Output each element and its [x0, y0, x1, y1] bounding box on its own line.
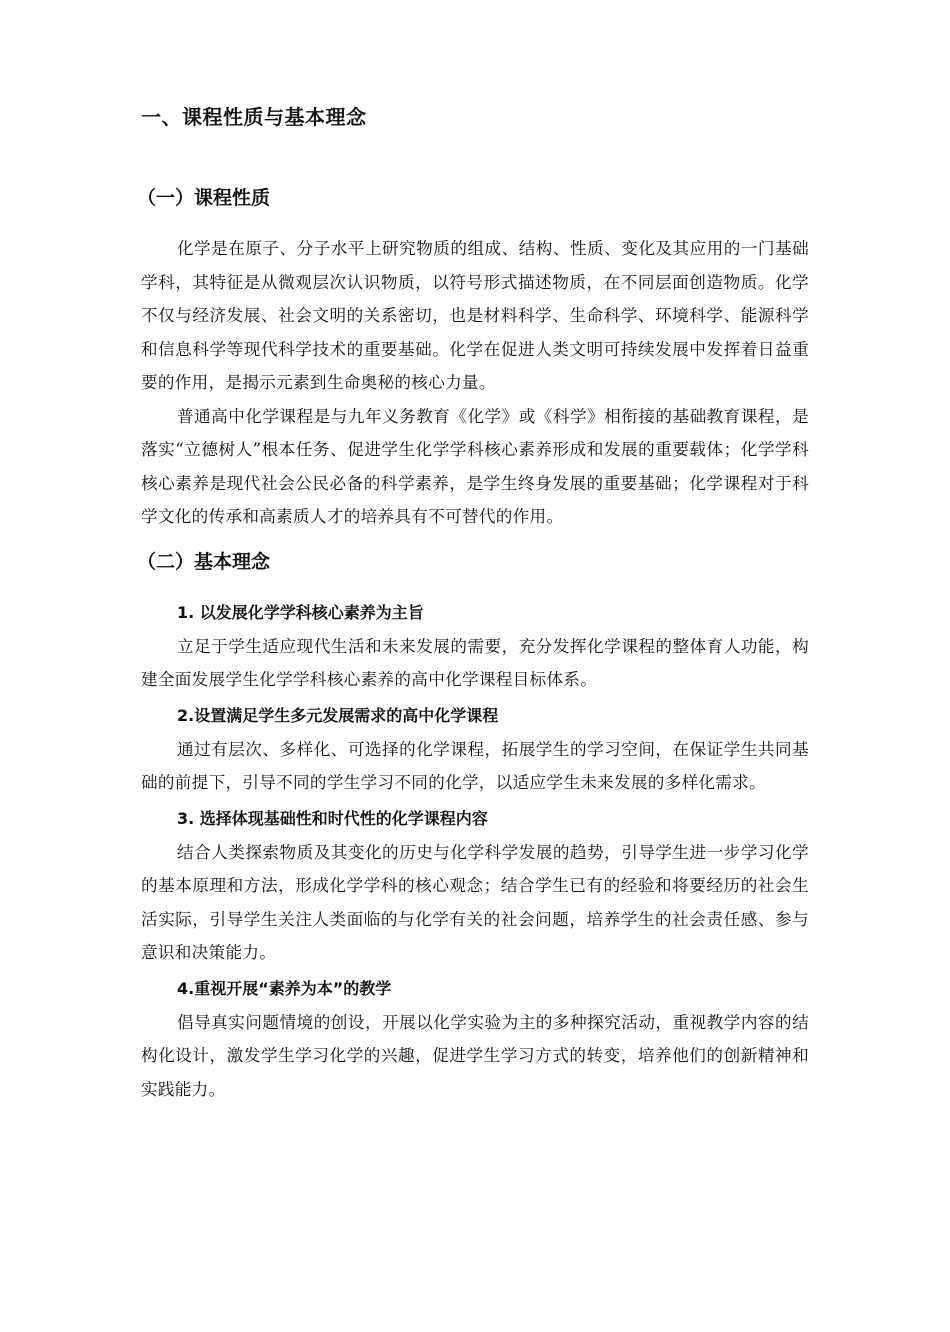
concept-text-4: 倡导真实问题情境的创设，开展以化学实验为主的多种探究活动，重视教学内容的结构化设计，激发学生学习化学的兴趣，促进学生学习方式的转变，培养他们的创新精神和实践能力。 — [141, 1012, 809, 1099]
concept-heading-2: 2.设置满足学生多元发展需求的高中化学课程 — [177, 705, 499, 725]
concept-heading-3: 3. 选择体现基础性和时代性的化学课程内容 — [177, 808, 488, 828]
concept-text-1: 立足于学生适应现代生活和未来发展的需要，充分发挥化学课程的整体育人功能，构建全面发展学生化学学科核心素养的高中化学课程目标体系。 — [141, 636, 809, 689]
main-heading: 一、课程性质与基本理念 — [141, 105, 367, 129]
concept-text-3: 结合人类探索物质及其变化的历史与化学科学发展的趋势，引导学生进一步学习化学的基本原理和方法，形成化学学科的核心观念；结合学生已有的经验和将要经历的社会生活实际，引导学生关注人类面临的与化学有关的社会问题，培养学生的社会责任感、参与意识和决策能力。 — [141, 842, 809, 962]
concept-heading-1: 1. 以发展化学学科核心素养为主旨 — [177, 602, 424, 622]
section-heading-nature: （一）课程性质 — [137, 187, 271, 209]
concept-text-2: 通过有层次、多样化、可选择的化学课程，拓展学生的学习空间，在保证学生共同基础的前提下，引导不同的学生学习不同的化学，以适应学生未来发展的多样化需求。 — [141, 739, 809, 792]
concept-heading-4: 4.重视开展“素养为本”的教学 — [177, 978, 392, 998]
section-heading-concepts: （二）基本理念 — [137, 550, 271, 573]
paragraph-nature-2: 普通高中化学课程是与九年义务教育《化学》或《科学》相衔接的基础教育课程，是落实“立德树人”根本任务、促进学生化学学科核心素养形成和发展的重要载体；化学学科核心素养是现代社会公民必备的科学素养，是学生终身发展的重要基础；化学课程对于科学文化的传承和高素质人才的培养具有不可替代的作用。 — [141, 406, 809, 526]
document-content — [137, 95, 809, 1106]
paragraph-nature-1: 化学是在原子、分子水平上研究物质的组成、结构、性质、变化及其应用的一门基础学科，其特征是从微观层次认识物质，以符号形式描述物质，在不同层面创造物质。化学不仅与经济发展、社会文明的关系密切，也是材料科学、生命科学、环境科学、能源科学和信息科学等现代科学技术的重要基础。化学在促进人类文明可持续发展中发挥着日益重要的作用，是揭示元素到生命奥秘的核心力量。 — [141, 239, 809, 392]
